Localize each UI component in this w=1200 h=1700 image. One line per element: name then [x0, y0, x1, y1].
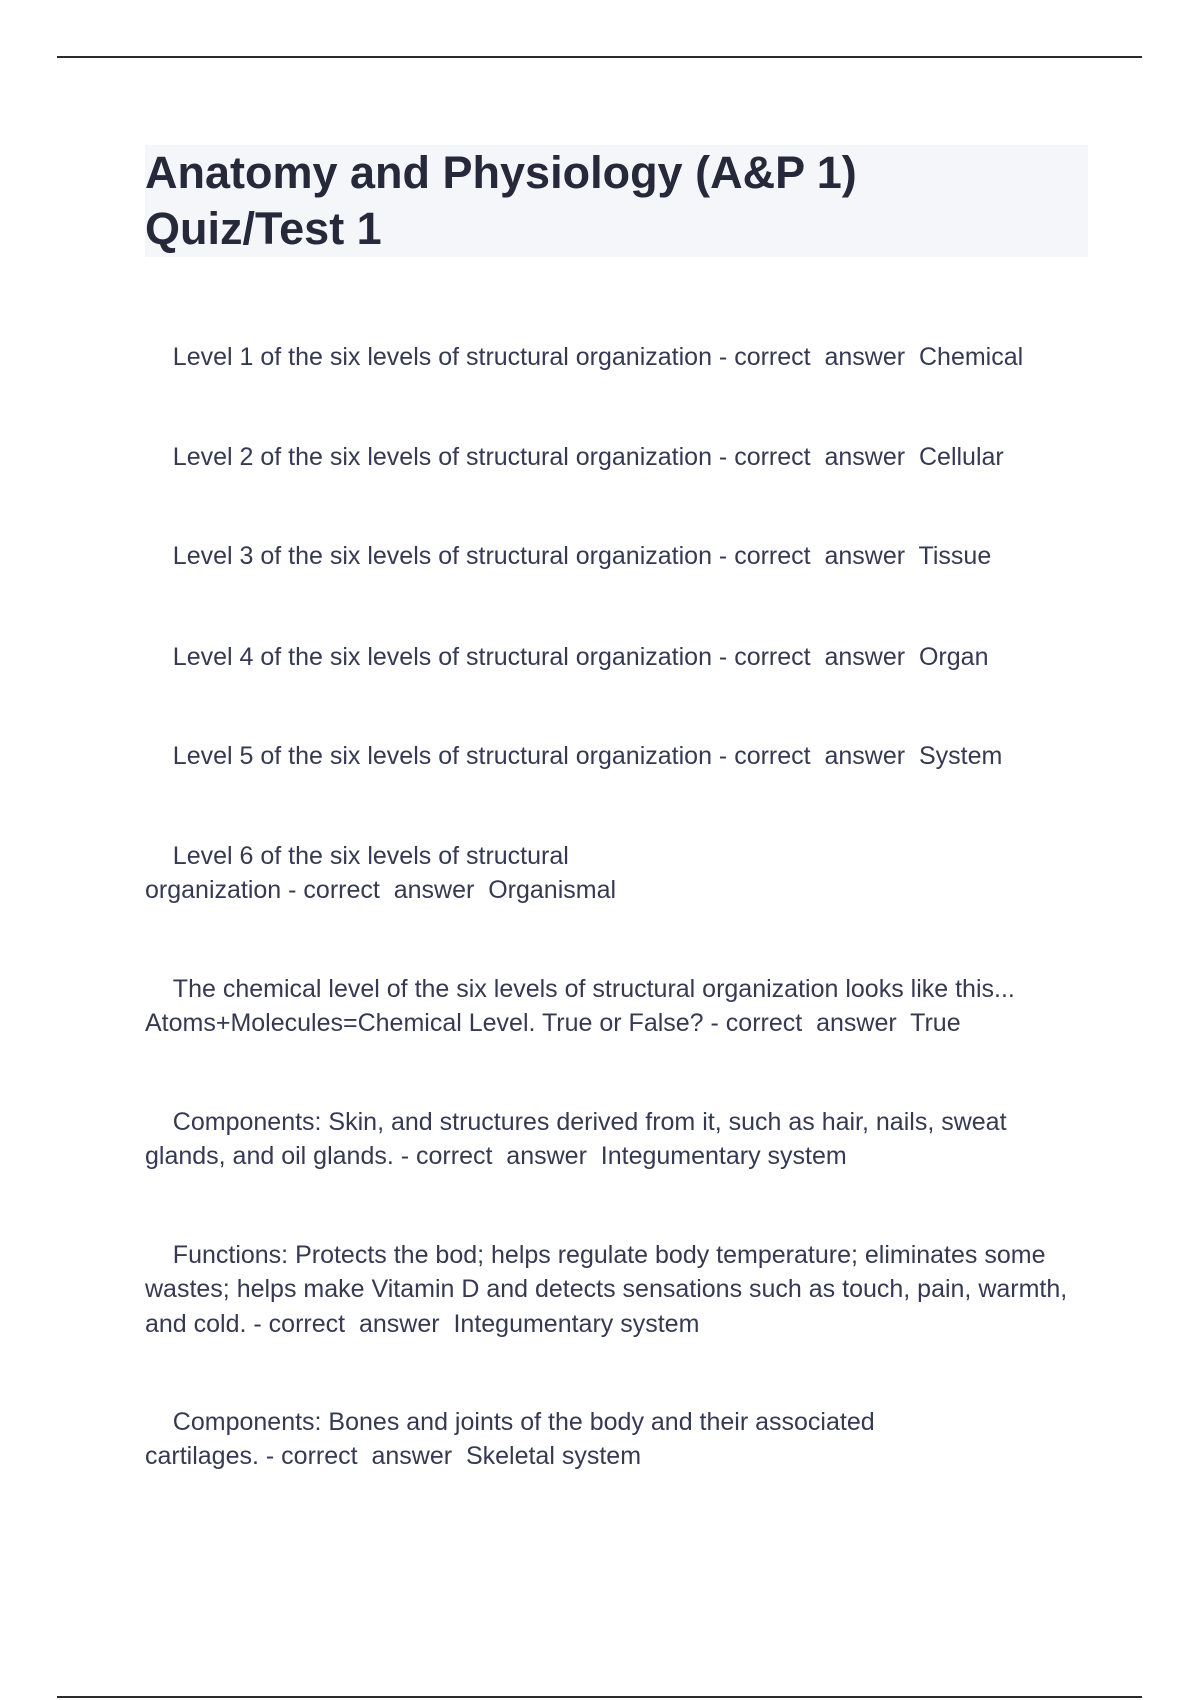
qa-item — [145, 1203, 1088, 1376]
qa-item — [145, 937, 1088, 1075]
qa-separator: - correct answer — [711, 741, 919, 770]
qa-answer: True — [910, 1009, 961, 1037]
qa-question: Level 4 of the six levels of structural organization — [172, 642, 712, 671]
qa-answer: Chemical — [918, 342, 1024, 371]
qa-question: Level 5 of the six levels of structural organization — [172, 741, 712, 770]
qa-question: Functions: Protects the bod; helps regulate body temperature; eliminates some wastes; helps make Vitamin D and detects sensations such as touch, pain, warmth, and cold. — [145, 1240, 1075, 1338]
qa-answer: Tissue — [918, 541, 992, 570]
qa-separator: - correct answer — [711, 342, 919, 371]
qa-item — [145, 1370, 1088, 1508]
qa-answer: System — [918, 741, 1003, 770]
qa-item — [145, 305, 1088, 409]
qa-question: Level 3 of the six levels of structural organization — [172, 541, 712, 570]
qa-answer: Skeletal system — [465, 1442, 642, 1470]
qa-question: The chemical level of the six levels of structural organization looks like this... Atoms+Molecules=Chemical Level. True or False? — [145, 974, 1021, 1037]
page-title-line-1: Anatomy and Physiology (A&P 1) — [145, 147, 857, 198]
qa-question: Level 2 of the six levels of structural organization — [172, 442, 712, 471]
qa-question: Level 1 of the six levels of structural organization — [172, 342, 712, 371]
qa-item — [145, 704, 1088, 808]
qa-separator: - correct answer — [711, 642, 919, 671]
qa-separator: - correct answer — [711, 541, 919, 570]
qa-item — [145, 605, 1088, 709]
qa-question: Components: Bones and joints of the body and their associated cartilages. — [145, 1407, 882, 1470]
qa-separator: - correct answer — [281, 876, 489, 904]
qa-item — [145, 504, 1088, 608]
qa-answer: Organ — [918, 642, 989, 671]
qa-item — [145, 1070, 1088, 1208]
qa-separator: - correct answer — [703, 1009, 911, 1037]
qa-separator: - correct answer — [258, 1442, 466, 1470]
qa-answer: Integumentary system — [453, 1309, 700, 1338]
qa-answer: Integumentary system — [600, 1142, 847, 1170]
qa-separator: - correct answer — [711, 442, 919, 471]
qa-answer: Cellular — [918, 442, 1004, 471]
page-title-line-2: Quiz/Test 1 — [145, 203, 382, 254]
title-block — [145, 145, 1088, 257]
qa-item — [145, 405, 1088, 509]
page-title — [145, 145, 1088, 257]
bottom-divider — [57, 1696, 1142, 1698]
qa-item — [145, 804, 975, 942]
qa-question: Level 6 of the six levels of structural organization — [145, 841, 576, 904]
qa-separator: - correct answer — [246, 1309, 454, 1338]
qa-answer: Organismal — [488, 876, 617, 904]
top-divider — [57, 56, 1142, 58]
qa-question: Components: Skin, and structures derived from it, such as hair, nails, sweat glands, and oil glands. — [145, 1107, 1014, 1170]
qa-separator: - correct answer — [393, 1142, 601, 1170]
